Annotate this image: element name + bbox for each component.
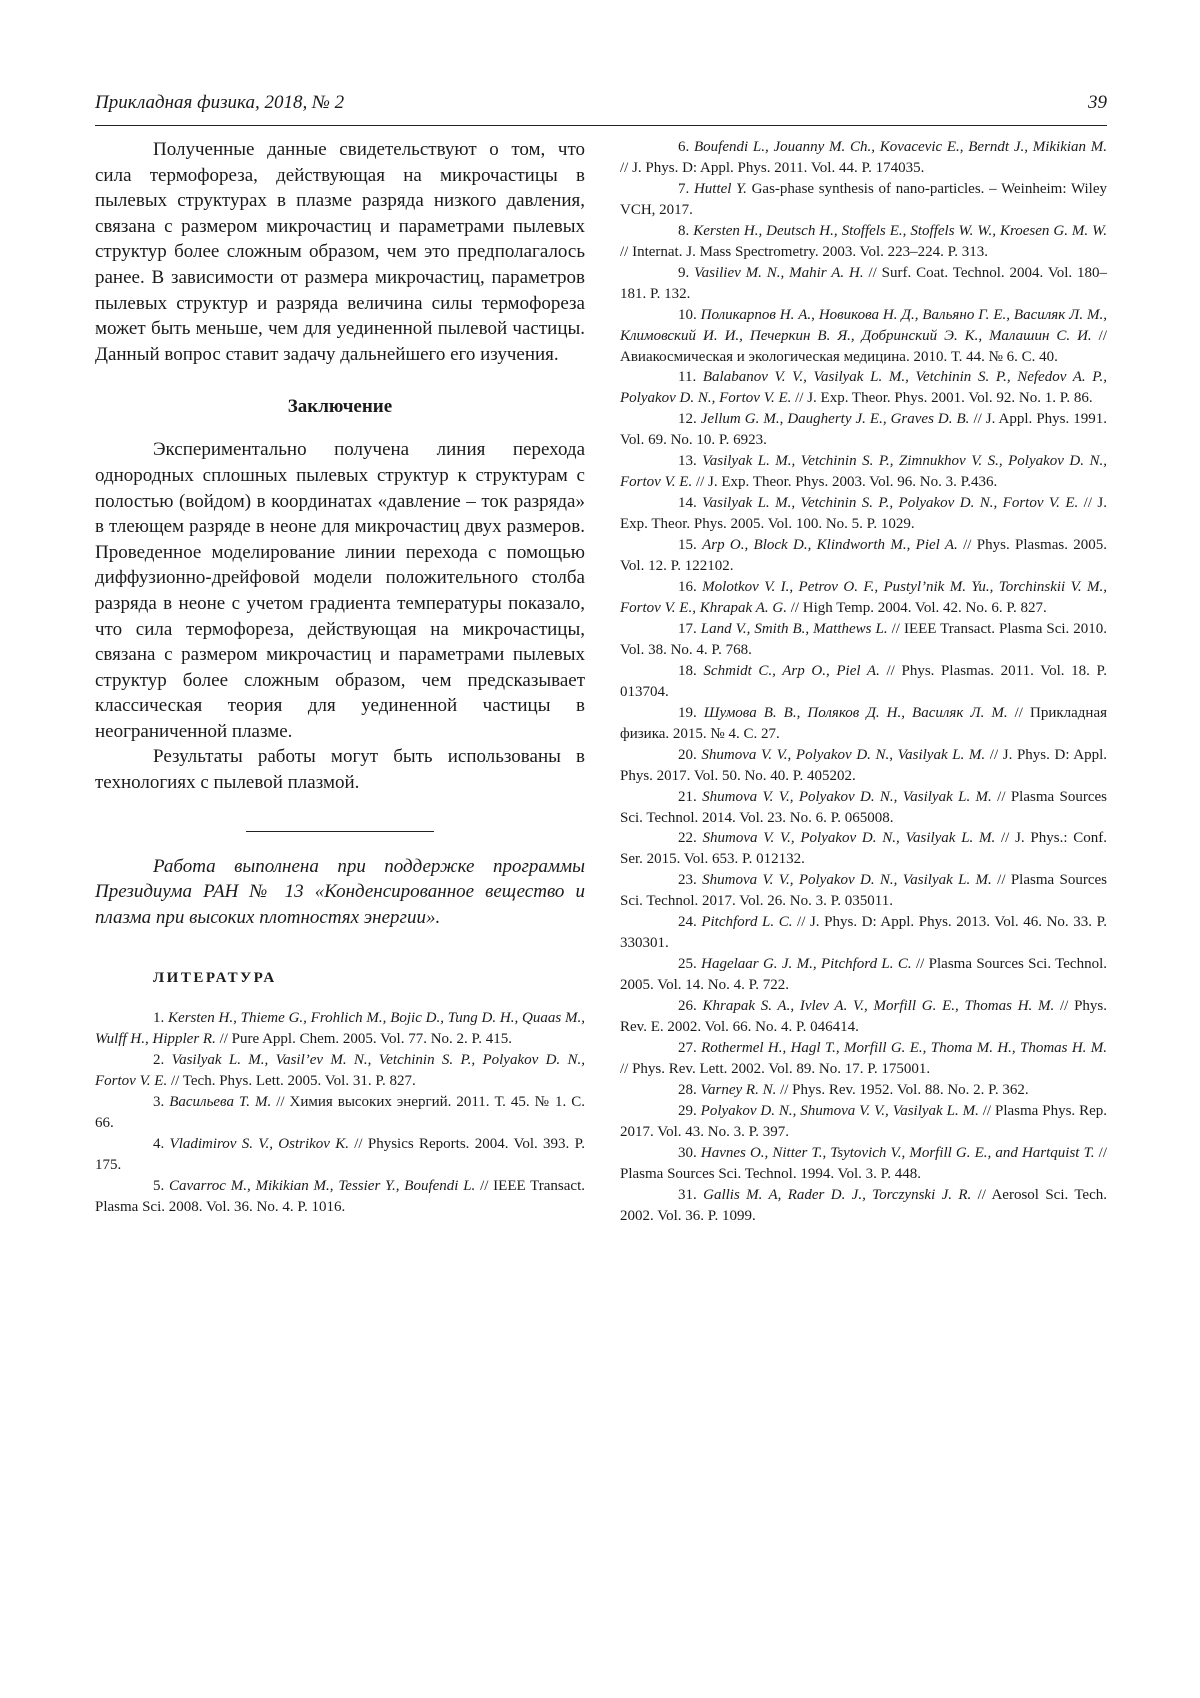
reference-number: 3. xyxy=(153,1094,165,1111)
reference-number: 21. xyxy=(678,788,697,805)
reference-number: 13. xyxy=(678,453,697,470)
reference-item xyxy=(620,137,1107,179)
reference-item xyxy=(620,745,1107,787)
reference-source: // Plasma Sources Sci. Technol. 1994. Vol. 3. P. 448. xyxy=(620,1144,1107,1182)
reference-authors: Arp O., Block D., Klindworth M., Piel A. xyxy=(702,537,958,554)
reference-item xyxy=(620,996,1107,1038)
reference-item xyxy=(620,263,1107,305)
reference-number: 24. xyxy=(678,914,697,931)
reference-number: 17. xyxy=(678,620,697,637)
reference-number: 5. xyxy=(153,1178,165,1195)
reference-authors: Polyakov D. N., Shumova V. V., Vasilyak L. M. xyxy=(700,1102,979,1119)
reference-authors: Shumova V. V., Polyakov D. N., Vasilyak L. M. xyxy=(701,746,986,763)
reference-source: // J. Phys. D: Appl. Phys. 2011. Vol. 44. P. 174035. xyxy=(620,159,925,176)
reference-number: 14. xyxy=(678,495,697,512)
left-column xyxy=(95,137,585,1218)
right-column xyxy=(620,137,1107,1227)
reference-number: 25. xyxy=(678,956,697,973)
references-right xyxy=(620,137,1107,1227)
reference-number: 27. xyxy=(678,1039,697,1056)
reference-authors: Vasilyak L. M., Vetchinin S. P., Zimnukhov V. S., Polyakov D. N., Fortov V. E. xyxy=(620,453,1108,491)
journal-title: Прикладная физика, 2018, № 2 xyxy=(95,92,345,113)
reference-authors: Pitchford L. C. xyxy=(701,914,793,931)
reference-authors: Molotkov V. I., Petrov O. F., Pustyl’nik M. Yu., Torchinskii V. M., Fortov V. E., Khrapak A. G. xyxy=(620,579,1107,616)
reference-item xyxy=(620,1185,1107,1227)
reference-source: // J. Phys. D: Appl. Phys. 2017. Vol. 50. No. 40. P. 405202. xyxy=(620,746,1108,784)
reference-source: Gas-phase synthesis of nano-particles. – Weinheim: Wiley VCH, 2017. xyxy=(620,180,1107,218)
reference-number: 26. xyxy=(678,998,697,1015)
reference-item xyxy=(620,1101,1107,1143)
reference-item xyxy=(620,577,1107,619)
reference-number: 31. xyxy=(678,1186,697,1203)
reference-source: // IEEE Transact. Plasma Sci. 2010. Vol. 38. No. 4. P. 768. xyxy=(620,620,1108,658)
reference-item xyxy=(95,1008,585,1050)
reference-authors: Vasiliev M. N., Mahir A. H. xyxy=(694,264,864,281)
reference-item xyxy=(620,619,1107,661)
reference-authors: Huttel Y. xyxy=(693,180,747,197)
reference-source: // Phys. Plasmas. 2011. Vol. 18. P. 013704. xyxy=(620,662,1107,700)
reference-authors: Land V., Smith B., Matthews L. xyxy=(700,620,888,637)
reference-item xyxy=(620,179,1107,221)
reference-authors: Khrapak S. A., Ivlev A. V., Morfill G. E., Thomas H. M. xyxy=(702,998,1055,1015)
reference-number: 23. xyxy=(678,872,697,889)
reference-source: // Plasma Sources Sci. Technol. 2005. Vol. 14. No. 4. P. 722. xyxy=(620,956,1108,994)
reference-source: // J. Exp. Theor. Phys. 2001. Vol. 92. No. 1. P. 86. xyxy=(791,390,1093,407)
reference-item xyxy=(620,409,1107,451)
reference-item xyxy=(620,305,1107,368)
reference-source: // Phys. Rev. 1952. Vol. 88. No. 2. P. 362. xyxy=(776,1081,1029,1098)
reference-source: // Internat. J. Mass Spectrometry. 2003. Vol. 223–224. P. 313. xyxy=(620,243,989,260)
reference-item xyxy=(95,1134,585,1176)
reference-source: // J. Phys.: Conf. Ser. 2015. Vol. 653. P. 012132. xyxy=(620,830,1107,868)
reference-source: // Прикладная физика. 2015. № 4. С. 27. xyxy=(620,704,1108,742)
page-number: 39 xyxy=(1088,92,1107,113)
reference-source: // Tech. Phys. Lett. 2005. Vol. 31. P. 827. xyxy=(167,1073,416,1090)
acknowledgment: Работа выполнена при поддержке программы Президиума РАН № 13 «Конденсированное вещество и плазма при высоких плотностях энергии». xyxy=(95,855,585,928)
reference-authors: Шумова В. В., Поляков Д. Н., Василяк Л. М. xyxy=(703,704,1008,721)
reference-authors: Vasilyak L. M., Vasil’ev M. N., Vetchinin S. P., Polyakov D. N., Fortov V. E. xyxy=(95,1052,585,1090)
reference-authors: Hagelaar G. J. M., Pitchford L. C. xyxy=(701,956,912,973)
reference-authors: Vasilyak L. M., Vetchinin S. P., Polyakov D. N., Fortov V. E. xyxy=(702,495,1079,512)
reference-source: // Авиакосмическая и экологическая медицина. 2010. Т. 44. № 6. С. 40. xyxy=(620,327,1107,365)
reference-authors: Havnes O., Nitter T., Tsytovich V., Morfill G. E., and Hartquist T. xyxy=(700,1144,1095,1161)
reference-item xyxy=(620,912,1107,954)
reference-source: // Plasma Phys. Rep. 2017. Vol. 43. No. 3. P. 397. xyxy=(620,1102,1108,1140)
conclusion-paragraph-2: Результаты работы могут быть использованы в технологиях с пылевой плазмой. xyxy=(95,746,585,794)
section-separator xyxy=(246,831,434,832)
intro-paragraph: Полученные данные свидетельствуют о том, что сила термофореза, действующая на микрочастицы в пылевых структурах в плазме разряда низкого давления, связана с размером микрочастиц и параметрами пылевых структур более сложным образом, чем это предполагалось ранее. В зависимости от размера микрочастиц, параметров пылевых структур и разряда величина силы термофореза может быть меньше, чем для уединенной пылевой частицы. Данный вопрос ставит задачу дальнейшего его изучения. xyxy=(95,139,585,365)
reference-source: // Phys. Plasmas. 2005. Vol. 12. P. 122102. xyxy=(620,537,1108,575)
reference-number: 4. xyxy=(153,1136,165,1153)
reference-number: 20. xyxy=(678,746,697,763)
literature-heading: ЛИТЕРАТУРА xyxy=(153,970,277,987)
reference-number: 30. xyxy=(678,1144,697,1161)
reference-authors: Kersten H., Thieme G., Frohlich M., Bojic D., Tung D. H., Quaas M., Wulff H., Hippler R. xyxy=(95,1010,586,1048)
reference-authors: Shumova V. V., Polyakov D. N., Vasilyak L. M. xyxy=(702,830,996,847)
reference-item xyxy=(95,1050,585,1092)
reference-number: 29. xyxy=(678,1102,697,1119)
reference-item xyxy=(620,787,1107,829)
reference-source: // Surf. Coat. Technol. 2004. Vol. 180–181. P. 132. xyxy=(620,264,1107,302)
reference-item xyxy=(620,451,1107,493)
reference-item xyxy=(95,1092,585,1134)
reference-authors: Shumova V. V., Polyakov D. N., Vasilyak L. M. xyxy=(702,872,992,889)
reference-item xyxy=(620,1080,1107,1101)
reference-item xyxy=(620,1143,1107,1185)
running-header xyxy=(95,92,1107,114)
reference-authors: Jellum G. M., Daugherty J. E., Graves D. B. xyxy=(700,411,970,428)
reference-number: 22. xyxy=(678,830,697,847)
reference-source: // Plasma Sources Sci. Technol. 2017. Vol. 26. No. 3. P. 035011. xyxy=(620,872,1108,910)
reference-number: 11. xyxy=(678,369,697,386)
reference-source: // J. Exp. Theor. Phys. 2005. Vol. 100. No. 5. P. 1029. xyxy=(620,495,1107,533)
reference-source: // High Temp. 2004. Vol. 42. No. 6. P. 827. xyxy=(786,599,1047,616)
reference-number: 16. xyxy=(678,579,697,596)
reference-number: 28. xyxy=(678,1081,697,1098)
reference-number: 1. xyxy=(153,1010,165,1027)
conclusion-paragraph-1: Экспериментально получена линия перехода однородных сплошных пылевых структур к структурам с полостью (войдом) в координатах «давление – ток разряда» в тлеющем разряде в неоне для микрочастиц двух размеров. Проведенное моделирование линии перехода с помощью диффузионно-дрейфовой модели положительного столба разряда в неоне с учетом градиента температуры показало, что сила термофореза, действующая на микрочастицы, связана с размером микрочастиц и параметрами пылевых структур более сложным образом, чем предсказывает классическая теория для уединенной частицы в неограниченной плазме. xyxy=(95,439,585,742)
reference-item xyxy=(620,661,1107,703)
reference-source: // J. Phys. D: Appl. Phys. 2013. Vol. 46. No. 33. P. 330301. xyxy=(620,914,1108,952)
reference-source: // J. Appl. Phys. 1991. Vol. 69. No. 10. P. 6923. xyxy=(620,411,1108,449)
reference-item xyxy=(620,493,1107,535)
reference-source: // Phys. Rev. E. 2002. Vol. 66. No. 4. P. 046414. xyxy=(620,998,1107,1036)
reference-source: // Aerosol Sci. Tech. 2002. Vol. 36. P. 1099. xyxy=(620,1186,1107,1224)
conclusion-heading: Заключение xyxy=(287,396,393,418)
reference-authors: Schmidt C., Arp O., Piel A. xyxy=(703,662,880,679)
reference-number: 7. xyxy=(678,180,690,197)
reference-item xyxy=(620,367,1107,409)
reference-item xyxy=(620,828,1107,870)
reference-number: 12. xyxy=(678,411,697,428)
reference-authors: Kersten H., Deutsch H., Stoffels E., Stoffels W. W., Kroesen G. M. W. xyxy=(693,222,1108,239)
reference-source: // Pure Appl. Chem. 2005. Vol. 77. No. 2. P. 415. xyxy=(215,1031,512,1048)
reference-number: 10. xyxy=(678,306,697,323)
reference-number: 6. xyxy=(678,139,690,155)
reference-authors: Поликарпов Н. А., Новикова Н. Д., Вальяно Г. Е., Василяк Л. М., Климовский И. И., Печеркин В. Я., Добринский Э. К., Малашин С. И. xyxy=(620,306,1107,344)
reference-number: 8. xyxy=(678,222,690,239)
reference-source: // Phys. Rev. Lett. 2002. Vol. 89. No. 17. P. 175001. xyxy=(620,1060,931,1077)
reference-authors: Varney R. N. xyxy=(700,1081,777,1098)
reference-source: // IEEE Transact. Plasma Sci. 2008. Vol. 36. No. 4. P. 1016. xyxy=(95,1178,585,1216)
reference-number: 2. xyxy=(153,1052,165,1069)
reference-authors: Cavarroc M., Mikikian M., Tessier Y., Boufendi L. xyxy=(169,1178,476,1195)
reference-authors: Rothermel H., Hagl T., Morfill G. E., Thoma M. H., Thomas H. M. xyxy=(701,1039,1108,1056)
reference-number: 9. xyxy=(678,264,690,281)
reference-authors: Balabanov V. V., Vasilyak L. M., Vetchinin S. P., Nefedov A. P., Polyakov D. N., Fortov V. E. xyxy=(620,369,1108,407)
reference-number: 18. xyxy=(678,662,697,679)
header-rule xyxy=(95,125,1107,126)
reference-source: // J. Exp. Theor. Phys. 2003. Vol. 96. No. 3. P.436. xyxy=(692,474,998,491)
reference-number: 15. xyxy=(678,537,697,554)
reference-authors: Boufendi L., Jouanny M. Ch., Kovacevic E., Berndt J., Mikikian M. xyxy=(693,139,1107,155)
reference-item xyxy=(620,954,1107,996)
reference-item xyxy=(620,221,1107,263)
references-left xyxy=(95,1008,585,1218)
reference-item xyxy=(620,535,1107,577)
reference-source: // Химия высоких энергий. 2011. Т. 45. № 1. С. 66. xyxy=(95,1094,585,1132)
reference-authors: Vladimirov S. V., Ostrikov K. xyxy=(169,1136,349,1153)
reference-authors: Васильева Т. М. xyxy=(169,1094,272,1111)
reference-item xyxy=(95,1176,585,1218)
reference-number: 19. xyxy=(678,704,697,721)
reference-source: // Plasma Sources Sci. Technol. 2014. Vol. 23. No. 6. P. 065008. xyxy=(620,788,1108,826)
reference-authors: Gallis M. A, Rader D. J., Torczynski J. R. xyxy=(703,1186,972,1203)
reference-source: // Physics Reports. 2004. Vol. 393. P. 175. xyxy=(95,1136,585,1174)
reference-authors: Shumova V. V., Polyakov D. N., Vasilyak L. M. xyxy=(702,788,992,805)
reference-item xyxy=(620,870,1107,912)
reference-item xyxy=(620,703,1107,745)
reference-item xyxy=(620,1038,1107,1080)
